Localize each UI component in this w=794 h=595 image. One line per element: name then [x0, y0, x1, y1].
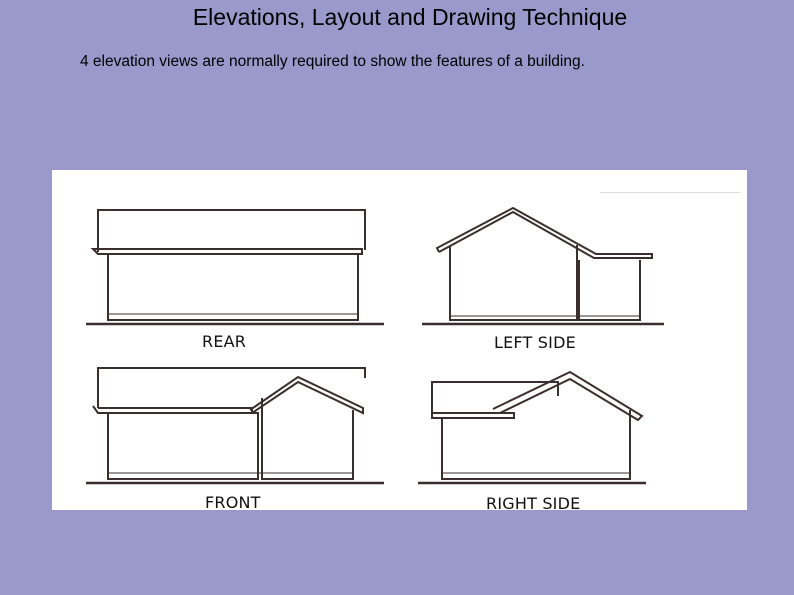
rear-label: REAR [202, 332, 247, 351]
elevation-figure [52, 170, 747, 513]
right-side-label: RIGHT SIDE [486, 494, 581, 513]
rear-elevation [86, 210, 384, 324]
elevation-drawings [52, 170, 747, 510]
slide-subtitle: 4 elevation views are normally required to show the features of a building. [80, 53, 585, 70]
front-label: FRONT [205, 493, 261, 512]
front-elevation [86, 368, 384, 483]
slide-title: Elevations, Layout and Drawing Technique [192, 4, 628, 30]
left-side-label: LEFT SIDE [494, 333, 576, 352]
left-side-elevation [422, 208, 664, 324]
right-side-elevation [418, 372, 646, 483]
